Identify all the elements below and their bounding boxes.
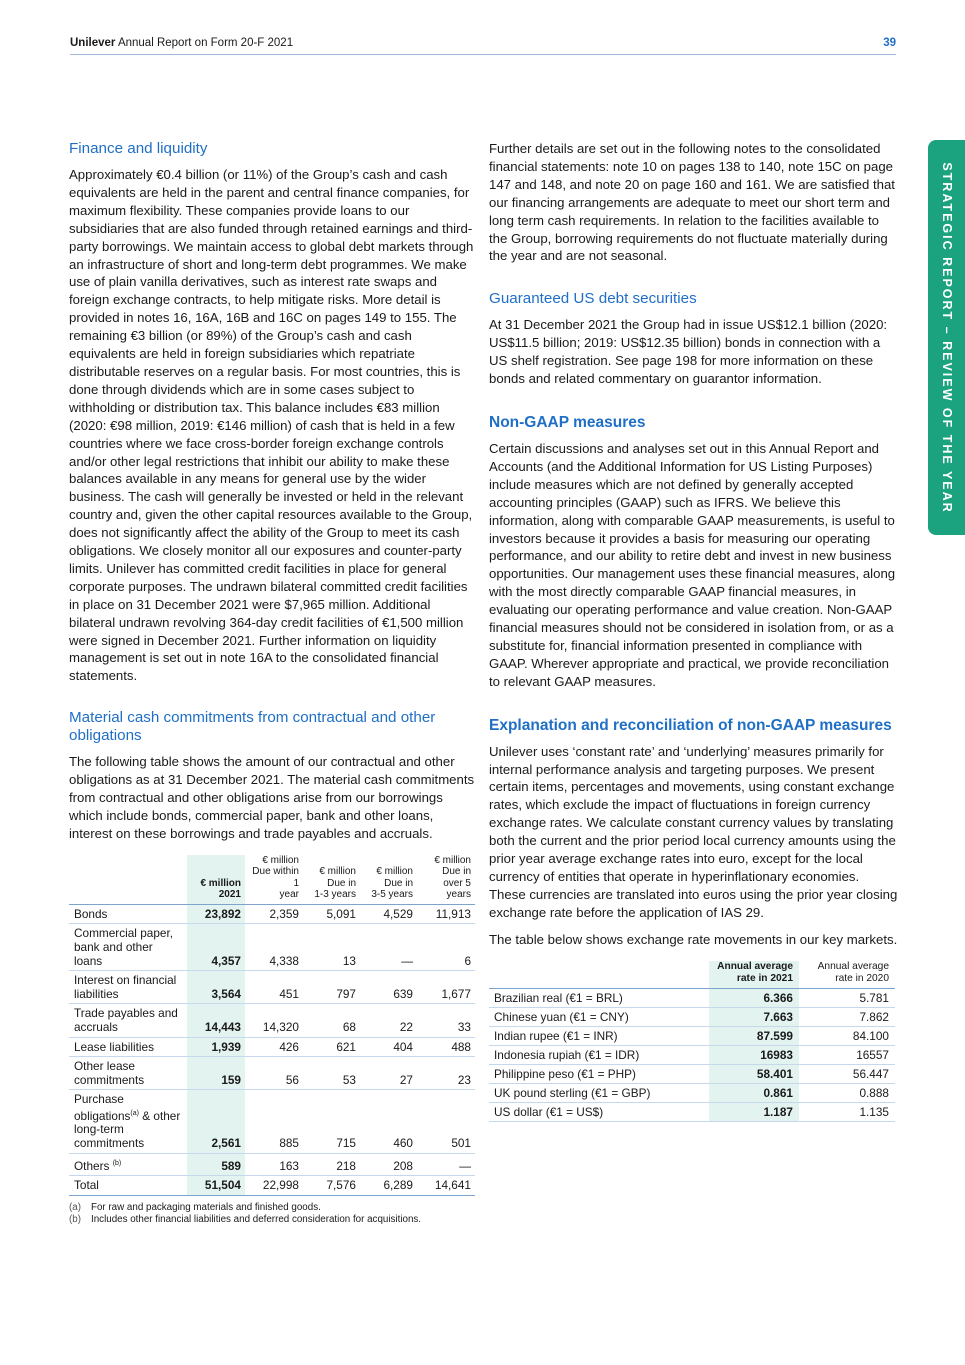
table-cell: 7.862 [799,1007,895,1026]
row-label: Chinese yuan (€1 = CNY) [489,1007,709,1026]
table-cell: 14,443 [187,1004,245,1037]
table-cell: 11,913 [417,904,475,924]
table-row [489,1102,895,1121]
row-label [69,1057,187,1090]
table-cell: 5,091 [303,904,360,924]
table-cell: — [360,924,417,971]
header-brand: Unilever [70,37,116,49]
col-header-line: € million Due in [376,866,413,889]
table-cell: 87.599 [709,1026,799,1045]
col-header-1-3-years [303,855,360,905]
table-cell: 4,529 [360,904,417,924]
right-column [489,140,899,1122]
table-row [69,904,475,924]
table-cell: 715 [303,1090,360,1153]
footnote [69,1202,475,1214]
col-header-rate-2021: Annual average rate in 2021 [709,961,799,989]
finance-paragraph: Approximately €0.4 billion (or 11%) of the Group’s cash and cash equivalents are held in the parent and central finance companies, for maximum flexibility. These companies provide loans to our subsidiaries that are also funded through retained earnings and third-party borrowings. We maintain access to global debt markets through an infrastructure of short and long-term debt programmes. We make use of plain vanilla derivatives, such as interest rate swaps and foreign exchange contracts, to help mitigate risks. More detail is provided in notes 16, 16A, 16B and 16C on pages 149 to 155. The remaining €3 billion (or 89%) of the Group’s cash and cash equivalents are held in foreign subsidiaries which repatriate distributable reserves on a regular basis. For most countries, this is done through dividends which are in some cases subject to withholding or distribution tax. This balance includes €83 million (2020: €98 million, 2019: €146 million) of cash that is held in a few countries where we face cross-border foreign exchange controls and/or other legal restrictions that inhibit our ability to make these balances available in any means for general use by the wider business. The cash will generally be invested or held in the relevant country and, given the other capital resources available to the Group, does not significantly affect the ability of the Group to meet its cash obligations. We closely monitor all our exposures and counter-party limits. Unilever has committed credit facilities in place for general corporate purposes. The undrawn bilateral committed credit facilities in place on 31 December 2021 were $7,965 million. Additional bilateral undrawn revolving 364-day credit facilities of €1,500 million were signed in December 2021. Further information on liquidity management is set out in note 16A to the consolidated financial statements. [69,167,474,684]
col-header-over-5-years [417,855,475,905]
table-row [489,1064,895,1083]
table-cell: 2,561 [187,1090,245,1153]
table-row [489,1026,895,1045]
page-number: 39 [883,37,896,49]
table-cell: 1.135 [799,1102,895,1121]
table-cell: 6.366 [709,988,799,1007]
commitments-table-body [69,904,475,1195]
table-cell: 23 [417,1057,475,1090]
row-label: Indian rupee (€1 = INR) [489,1026,709,1045]
page-header [70,37,896,55]
table-cell: 13 [303,924,360,971]
row-label [69,971,187,1004]
header-title: Annual Report on Form 20-F 2021 [117,37,294,49]
commitments-table [69,855,475,1196]
table-cell: 16557 [799,1045,895,1064]
table-cell: 488 [417,1037,475,1057]
explanation-heading: Explanation and reconciliation of non-GAAP measures [489,716,892,734]
table-cell: 6 [417,924,475,971]
row-label [69,1153,187,1176]
footnote-text: Includes other financial liabilities and deferred consideration for acquisitions. [91,1213,422,1225]
row-label [69,1004,187,1037]
row-label: US dollar (€1 = US$) [489,1102,709,1121]
table-cell: 885 [245,1090,303,1153]
table-cell: 56.447 [799,1064,895,1083]
col-header-within-1-year [245,855,303,905]
table-row [69,1004,475,1037]
col-header-line: € million [200,877,241,889]
table-row [489,1007,895,1026]
table-cell: 51,504 [187,1176,245,1196]
table-cell: 33 [417,1004,475,1037]
table-cell: 5.781 [799,988,895,1007]
footnote-marker: (a) [130,1109,139,1117]
col-header-line: 1-3 years [314,889,356,901]
table-row [69,1057,475,1090]
table-cell: — [417,1153,475,1176]
section-side-tab [928,140,965,535]
row-label: UK pound sterling (€1 = GBP) [489,1083,709,1102]
row-label-text: Trade payables and accruals [74,1006,178,1034]
further-details-paragraph: Further details are set out in the following notes to the consolidated financial statements: note 10 on pages 138 to 140, note 15C on page 147 and 148, and note 20 on page 160 and 161. We are satisfied that our financing arrangements are adequate to meet our short term and long term cash requirements. In relation to the facilities available to the Group, borrowing requirements do not fluctuate materially during the year and are not seasonal. [489,141,895,264]
exchange-rate-table [489,961,895,1122]
footnote-marker: (b) [112,1159,122,1167]
table-cell: 23,892 [187,904,245,924]
row-label-text: Others [74,1158,113,1173]
exchange-header-row [489,961,895,989]
table-cell: 84.100 [799,1026,895,1045]
table-row [69,971,475,1004]
row-label-text: Bonds [74,906,108,921]
table-cell: 56 [245,1057,303,1090]
explanation-paragraph: Unilever uses ‘constant rate’ and ‘underlying’ measures primarily for internal performance analysis and targeting purposes. We present certain items, percentages and movements, using constant exchange rates, which exclude the impact of fluctuations in foreign currency exchange rates. We calculate constant currency values by translating both the current and the prior period local currency amounts using the prior year average exchange rates into euro, except for the local currency of entities that operate in hyperinflationary economies. These currencies are translated into euros using the prior year closing exchange rate before the application of IAS 29. [489,743,898,920]
table-cell: 2,359 [245,904,303,924]
table-cell: 1,677 [417,971,475,1004]
footnote-key: (b) [69,1213,81,1225]
side-tab-label: STRATEGIC REPORT – REVIEW OF THE YEAR [939,161,954,514]
table-cell: 22 [360,1004,417,1037]
table-cell: 589 [187,1153,245,1176]
table-cell: 14,320 [245,1004,303,1037]
table-row [489,1045,895,1064]
table-cell: 7,576 [303,1176,360,1196]
row-label-text: Lease liabilities [74,1039,155,1054]
col-header-line: 3-5 years [371,889,413,901]
col-header-2021 [187,855,245,905]
row-label-text: Purchase obligations [74,1092,131,1123]
table-row [69,1090,475,1153]
table-cell: 404 [360,1037,417,1057]
finance-heading: Finance and liquidity [69,140,208,157]
table-cell: 426 [245,1037,303,1057]
row-label-text: & other long-term commitments [74,1108,181,1151]
footnote-text: For raw and packaging materials and finished goods. [91,1201,321,1213]
row-label [69,924,187,971]
commitments-corner-header [69,855,187,905]
table-cell: 797 [303,971,360,1004]
exchange-intro-paragraph: The table below shows exchange rate movements in our key markets. [489,931,898,947]
table-cell: 159 [187,1057,245,1090]
table-row [69,1037,475,1057]
table-row [69,1153,475,1176]
table-cell: 1.187 [709,1102,799,1121]
row-label [69,1090,187,1153]
commitments-header-row [69,855,475,905]
table-cell: 460 [360,1090,417,1153]
table-cell: 58.401 [709,1064,799,1083]
guaranteed-paragraph: At 31 December 2021 the Group had in issue US$12.1 billion (2020: US$11.5 billion; 2019: US$12.35 billion) bonds in connection with a US shelf registration. See page 198 for more information on these bonds and related commentary on guarantor information. [489,317,888,387]
table-cell: 0.861 [709,1083,799,1102]
col-header-rate-2020: Annual average rate in 2020 [799,961,895,989]
table-row [489,988,895,1007]
commitments-paragraph: The following table shows the amount of our contractual and other obligations as at 31 December 2021. The material cash commitments from contractual and other obligations arise from our borrowings which include bonds, commercial paper, bank and other loans, interest on these borrowings and trade payables and accruals. [69,754,475,841]
row-label: Indonesia rupiah (€1 = IDR) [489,1045,709,1064]
table-cell: 68 [303,1004,360,1037]
table-cell: 27 [360,1057,417,1090]
nongaap-paragraph: Certain discussions and analyses set out in this Annual Report and Accounts (and the Additional Information for US Listing Purposes) include measures which are not defined by generally accepted accounting principles (GAAP) such as IFRS. We believe this information, along with comparable GAAP measurements, is useful to investors because it provides a basis for measuring our operating performance, and our ability to retire debt and invest in new business opportunities. Our management uses these financial measures, along with the most directly comparable GAAP financial measures, in evaluating our operating performance and value creation. Non-GAAP financial measures should not be considered in isolation from, or as a substitute for, financial information presented in compliance with GAAP. Wherever appropriate and practical, we provide reconciliation to relevant GAAP measures. [489,440,896,689]
table-cell: 501 [417,1090,475,1153]
col-header-3-5-years [360,855,417,905]
row-label [69,1037,187,1057]
footnote [69,1214,475,1226]
table-cell: 53 [303,1057,360,1090]
table-cell: 22,998 [245,1176,303,1196]
table-cell: 208 [360,1153,417,1176]
table-cell: 1,939 [187,1037,245,1057]
table-cell: 6,289 [360,1176,417,1196]
left-column [69,140,475,1226]
table-cell: 4,338 [245,924,303,971]
guaranteed-heading: Guaranteed US debt securities [489,290,697,308]
col-header-line: year [279,889,299,901]
row-label [69,904,187,924]
table-cell: 16983 [709,1045,799,1064]
table-row [489,1083,895,1102]
col-header-line: Due in over 5 [442,866,471,889]
row-label: Philippine peso (€1 = PHP) [489,1064,709,1083]
row-label: Brazilian real (€1 = BRL) [489,988,709,1007]
table-cell: 0.888 [799,1083,895,1102]
table-cell: 4,357 [187,924,245,971]
row-label: Total [69,1176,187,1196]
nongaap-heading: Non-GAAP measures [489,413,646,431]
exchange-corner-header [489,961,709,989]
table-cell: 639 [360,971,417,1004]
exchange-table-body [489,988,895,1121]
table-cell: 7.663 [709,1007,799,1026]
table-cell: 218 [303,1153,360,1176]
table-cell: 621 [303,1037,360,1057]
col-header-line: 2021 [218,889,241,901]
footnote-key: (a) [69,1201,81,1213]
table-footnotes [69,1202,475,1226]
commitments-heading: Material cash commitments from contractual and other obligations [69,709,436,745]
col-header-line: Due within 1 [252,866,299,889]
table-cell: 3,564 [187,971,245,1004]
table-cell: 163 [245,1153,303,1176]
row-label-text: Interest on financial liabilities [74,973,177,1001]
col-header-line: years [446,889,471,901]
table-total-row [69,1176,475,1196]
table-cell: 14,641 [417,1176,475,1196]
table-row [69,924,475,971]
col-header-line: € million Due in [319,866,356,889]
col-header-line: € million [434,854,471,866]
row-label-text: Commercial paper, bank and other loans [74,926,174,968]
table-cell: 451 [245,971,303,1004]
col-header-line: € million [262,854,299,866]
row-label-text: Other lease commitments [74,1059,145,1087]
